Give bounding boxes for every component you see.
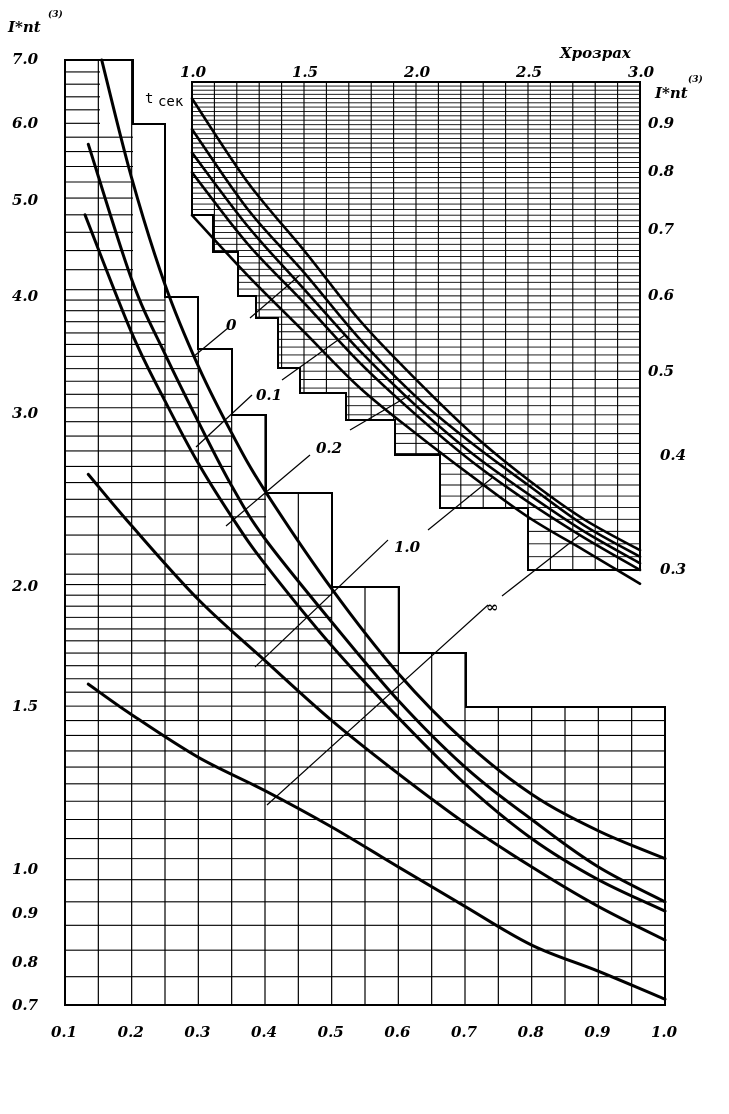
- inset-x-tick-label: 2.5: [516, 63, 543, 81]
- inset-y-tick-label: 0.5: [648, 362, 675, 380]
- main-x-tick-label: 0.9: [584, 1023, 611, 1041]
- inset-x-tick-label: 3.0: [628, 63, 655, 81]
- curve-leader-line: [255, 540, 388, 667]
- main-x-tick-label: 0.4: [251, 1023, 278, 1041]
- main-y-tick-label: 1.5: [12, 697, 39, 715]
- inset-x-axis-title: Xрозрах: [560, 44, 631, 62]
- main-x-tick-label: 1.0: [651, 1023, 678, 1041]
- main-x-tick-label: 0.8: [517, 1023, 544, 1041]
- inset-y-axis-title-sup: (3): [688, 75, 703, 85]
- main-x-tick-label: 0.2: [117, 1023, 144, 1041]
- main-x-tick-label: 0.1: [51, 1023, 78, 1041]
- main-y-tick-label: 1.0: [12, 860, 39, 878]
- curve-label: 0.1: [256, 386, 283, 404]
- main-y-tick-label: 2.0: [12, 577, 39, 595]
- main-curve-t-0: [102, 60, 665, 859]
- inset-y-tick-label: 0.3: [660, 560, 687, 578]
- curve-leader-line: [250, 275, 300, 318]
- main-curve-t-2: [85, 215, 665, 911]
- inset-x-tick-label: 1.0: [180, 63, 207, 81]
- main-y-axis-title-sup: (3): [48, 10, 63, 20]
- main-y-tick-label: 0.7: [12, 996, 39, 1014]
- main-curve-t-4: [88, 684, 665, 999]
- main-x-tick-label: 0.7: [451, 1023, 478, 1041]
- inset-y-tick-label: 0.7: [648, 220, 675, 238]
- main-y-tick-label: 3.0: [12, 404, 39, 422]
- series-group-label-sub: сек: [158, 94, 184, 110]
- main-x-tick-label: 0.3: [184, 1023, 211, 1041]
- curve-leader-line: [428, 478, 492, 530]
- main-y-axis-title: I*nt: [8, 18, 41, 36]
- main-y-tick-label: 6.0: [12, 114, 39, 132]
- curve-leader-line: [226, 455, 310, 526]
- main-y-tick-label: 0.8: [12, 953, 39, 971]
- main-y-tick-label: 7.0: [12, 50, 39, 68]
- inset-x-tick-label: 1.5: [292, 63, 319, 81]
- series-group-label: t: [145, 91, 154, 107]
- inset-y-tick-label: 0.9: [648, 114, 675, 132]
- main-y-tick-label: 5.0: [12, 191, 39, 209]
- inset-y-tick-label: 0.6: [648, 286, 675, 304]
- curve-label: 0.2: [316, 439, 343, 457]
- curve-label: 1.0: [394, 538, 421, 556]
- curve-leader-line: [350, 395, 410, 430]
- inset-x-tick-label: 2.0: [404, 63, 431, 81]
- main-x-tick-label: 0.5: [317, 1023, 344, 1041]
- curve-label: ∞: [486, 598, 499, 616]
- inset-y-tick-label: 0.8: [648, 162, 675, 180]
- main-y-tick-label: 0.9: [12, 904, 39, 922]
- main-y-tick-label: 4.0: [12, 287, 39, 305]
- curve-label: 0: [226, 316, 237, 334]
- curve-leader-line: [196, 395, 252, 447]
- inset-y-tick-label: 0.4: [660, 446, 687, 464]
- inset-chart-grid: [192, 82, 640, 570]
- main-x-tick-label: 0.6: [384, 1023, 411, 1041]
- inset-y-axis-title: I*nt: [655, 84, 688, 102]
